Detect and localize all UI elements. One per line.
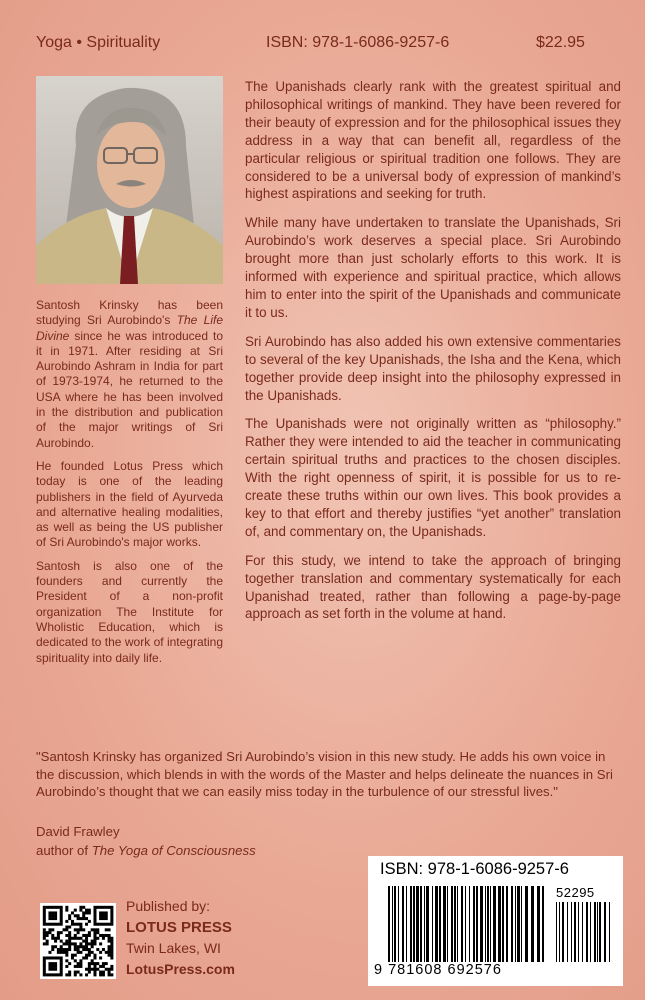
endorser-name: David Frawley [36, 824, 120, 839]
publisher-name: LOTUS PRESS [126, 919, 232, 936]
endorsement-quote: "Santosh Krinsky has organized Sri Aurobindo’s vision in this new study. He adds his own voice in the discussion, which blends in with the words of the Master and helps delineate the nuances in Sri Aurobindo’s thought that we can easily miss today in the turbulence of our stressful lives." [36, 749, 613, 800]
book-description [245, 78, 621, 634]
description-paragraph: Sri Aurobindo has also added his own extensive commentaries to several of the key Upanishads, the Isha and the Kena, which together provide deep insight into the philosophy expressed in the Upanishads. [245, 333, 621, 403]
bio-book-title: The Life Divine [36, 313, 223, 343]
description-paragraph: For this study, we intend to take the approach of bringing together translation and commentary systematically for each Upanishad treated, rather than following a page-by-page approach as set forth in the volume at hand. [245, 552, 621, 622]
isbn-barcode [368, 856, 623, 986]
publisher-block [126, 896, 235, 980]
description-paragraph: While many have undertaken to translate the Upanishads, Sri Aurobindo’s work deserves a special place. Sri Aurobindo brought more than just scholarly efforts to this work. It is informed with experience and spiritual practice, which allows him to enter into the spirit of the Upanishads and communicate it to us. [245, 215, 621, 320]
endorsement-attribution [36, 822, 256, 860]
bio-paragraph: He founded Lotus Press which today is one of the leading publishers in the field of Ayurveda and alternative healing modalities, as well as being the US publisher of Sri Aurobindo's major works. [36, 458, 223, 550]
endorser-role: author of The Yoga of Consciousness [36, 843, 256, 858]
barcode-price-code: 52295 [556, 885, 595, 900]
published-by-label: Published by: [126, 898, 211, 914]
endorser-book-title: The Yoga of Consciousness [91, 843, 256, 858]
bio-paragraph: Santosh is also one of the founders and currently the President of a non-profit organization The Institute for Wholistic Education, which is dedicated to the work of integrating spirituality into daily life. [36, 558, 223, 665]
author-bio [36, 298, 223, 674]
author-photo [36, 76, 223, 284]
publisher-url[interactable]: LotusPress.com [126, 961, 235, 977]
bio-paragraph: Santosh Krinsky has been studying Sri Aurobindo's The Life Divine since he was introduced to it in 1971. After residing at Sri Aurobindo Ashram in India for part of 1973-1974, he returned to the USA where he has been involved in the distribution and publication of the major writings of Sri Aurobindo. [36, 298, 223, 450]
publisher-location: Twin Lakes, WI [126, 940, 221, 956]
description-paragraph: The Upanishads clearly rank with the greatest spiritual and philosophical writings of mankind. They have been revered for their beauty of expression and for the philosophical issues they address in a way that can benefit all, regardless of the particular religious or spiritual tradition one follows. They are considered to be a universal body of expression of mankind’s highest aspirations and seeking for truth. [245, 79, 621, 202]
price-label: $22.95 [536, 34, 585, 51]
barcode-isbn: ISBN: 978-1-6086-9257-6 [380, 860, 569, 878]
description-paragraph: The Upanishads were not originally written as “philosophy.” Rather they were intended to aid the teacher in communicating certain spiritual truths and practices to the chosen disciples. With the right openness of spirit, it is possible for us to re-create these truths within our own lives. This book provides a key to that effort and thereby justifies “yet another” translation of, and commentary on, the Upanishads. [245, 416, 621, 539]
isbn-label: ISBN: 978-1-6086-9257-6 [266, 34, 450, 51]
barcode-digits: 9 781608 692576 [374, 962, 502, 978]
qr-code-icon [40, 903, 116, 979]
top-bar [0, 34, 645, 58]
category-label: Yoga • Spirituality [36, 34, 161, 51]
